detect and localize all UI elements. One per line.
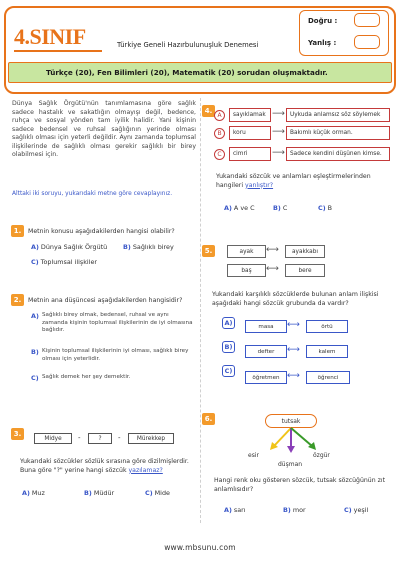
q4-row-b-meaning: Bakımlı küçük orman. <box>286 126 390 140</box>
q4-row-c-arrow: ⟶ <box>272 148 285 158</box>
q3-option-c[interactable]: C) Mide <box>145 489 170 497</box>
q5-option-b-left: defter <box>245 345 287 358</box>
q5-text: Yukarıdaki karşılıklı sözcüklerde bulunan anlam ilişkisi aşağıdaki hangi sözcük grubunda da vardır? <box>212 291 379 307</box>
q3-dash-2: - <box>118 434 121 442</box>
q4-row-a-letter: A <box>214 110 225 121</box>
q5-pair-1-left: ayak <box>227 245 266 258</box>
q2-option-c-label[interactable]: C) <box>31 374 39 382</box>
q5-pair-2-right: bere <box>285 264 325 277</box>
passage-text: Dünya Sağlık Örgütü'nün tanımlamasına göre sağlık sadece hastalık ve sakatlığın olmayışı değil, bedence, ruhça ve sosyal yönden tam iyilik halidir. Yani kişinin sadece bedensel ve ruhsal sağlığının yerinde olması sağlıklı olması için yeterli değildir. Aynı zamanda toplumsal ilişkilerinde de sağlıklı olması gerekir sağlıklı bir birey olabilmesi için. <box>12 100 196 159</box>
subtitle: Türkçe (20), Fen Bilimleri (20), Matematik (20) sorudan oluşmaktadır. <box>46 68 328 77</box>
q2-text: Metnin ana düşüncesi aşağıdakilerden hangisidir? <box>28 297 183 304</box>
q6-number-badge: 6. <box>202 413 215 425</box>
column-divider <box>200 98 201 523</box>
q6-root-word: tutsak <box>265 414 317 428</box>
q3-word-2: ? <box>88 433 112 444</box>
q4-row-b-letter: B <box>214 128 225 139</box>
q2-option-b-label[interactable]: B) <box>31 348 39 356</box>
q6-branch-left: esir <box>248 452 259 459</box>
q5-option-c-left: öğretmen <box>245 371 287 384</box>
correct-input[interactable] <box>354 13 380 27</box>
q4-text: Yukarıdaki sözcük ve anlamları eşleştirmelerinden hangileri yanlıştır? <box>216 173 371 189</box>
q5-pair-1-right: ayakkabı <box>285 245 325 258</box>
q1-text: Metnin konusu aşağıdakilerden hangisi olabilir? <box>28 228 175 235</box>
q4-row-a-meaning: Uykuda anlamsız söz söylemek <box>286 108 390 122</box>
q5-pair-2-left: baş <box>227 264 266 277</box>
q4-option-c[interactable]: C) B <box>318 204 333 212</box>
correct-label: Doğru : <box>308 17 338 25</box>
q4-row-c-meaning: Sadece kendini düşünen kimse. <box>286 147 390 161</box>
q6-branch-mid: düşman <box>278 461 303 468</box>
q3-word-3: Mürekkep <box>128 433 174 444</box>
q6-option-b[interactable]: B) mor <box>283 506 306 514</box>
wrong-input[interactable] <box>354 35 380 49</box>
exam-title: Türkiye Geneli Hazırbulunuşluk Denemesi <box>117 41 259 49</box>
q2-option-b-text: Kişinin toplumsal ilişkilerinin iyi olması, sağlıklı birey olması için yeterlidir. <box>42 348 189 362</box>
q5-option-b-arrow: ⟷ <box>287 345 300 355</box>
q5-option-a-label[interactable]: A) <box>222 317 235 329</box>
logo-underline <box>14 50 102 52</box>
q6-arrowhead-purple <box>287 446 295 453</box>
q1-option-a[interactable]: A) Dünya Sağlık Örgütü <box>31 243 108 251</box>
q2-option-a-label[interactable]: A) <box>31 312 39 320</box>
wrong-label: Yanlış : <box>308 39 337 47</box>
footer-url[interactable]: www.mbsunu.com <box>164 543 236 552</box>
q5-option-c-label[interactable]: C) <box>222 365 235 377</box>
q5-pair-1-arrow: ⟷ <box>266 245 279 255</box>
q4-row-b-arrow: ⟶ <box>272 127 285 137</box>
q6-option-a[interactable]: A) sarı <box>224 506 246 514</box>
q2-option-c-text: Sağlık demek her şey demektir. <box>42 374 131 380</box>
q3-text: Yukarıdaki sözcükler sözlük sırasına göre dizilmişlerdir. Buna göre "?" yerine hangi sözcük yazılamaz? <box>20 458 189 474</box>
q3-number-badge: 3. <box>11 428 24 440</box>
q4-option-b[interactable]: B) C <box>273 204 288 212</box>
q6-arrow-yellow <box>274 428 291 446</box>
q2-option-a-text: Sağlıklı birey olmak, bedensel, ruhsal ve aynı zamanda kişinin toplumsal ilişkilerinin de iyi olmasına bağlıdır. <box>42 312 193 334</box>
q5-option-b-label[interactable]: B) <box>222 341 235 353</box>
q3-emphasis: yazılamaz? <box>128 466 163 474</box>
q5-option-c-arrow: ⟷ <box>287 371 300 381</box>
logo: 4.SINIF <box>14 24 86 49</box>
q1-option-b[interactable]: B) Sağlıklı birey <box>123 243 174 251</box>
q4-row-b-word: koru <box>229 126 271 140</box>
q5-option-b-right: kalem <box>306 345 348 358</box>
q4-row-c-letter: C <box>214 149 225 160</box>
q6-branch-right: özgür <box>313 452 330 459</box>
q4-emphasis: yanlıştır? <box>245 181 274 189</box>
q5-option-c-right: öğrenci <box>306 371 350 384</box>
q5-option-a-right: örtü <box>306 320 348 333</box>
q2-number-badge: 2. <box>11 294 24 306</box>
q5-option-a-arrow: ⟷ <box>287 320 300 330</box>
q1-option-c[interactable]: C) Toplumsal ilişkiler <box>31 258 98 266</box>
q1-number-badge: 1. <box>11 225 24 237</box>
q6-option-c[interactable]: C) yeşil <box>344 506 369 514</box>
q4-option-a[interactable]: A) A ve C <box>224 204 255 212</box>
q4-row-a-word: sayıklamak <box>229 108 271 122</box>
q3-option-a[interactable]: A) Muz <box>22 489 45 497</box>
q5-pair-2-arrow: ⟷ <box>266 264 279 274</box>
passage-instruction: Alttaki iki soruyu, yukarıdaki metne göre cevaplayınız. <box>12 191 173 197</box>
q4-row-a-arrow: ⟶ <box>272 109 285 119</box>
q3-dash-1: - <box>78 434 81 442</box>
q3-word-1: Midye <box>34 433 72 444</box>
q6-text: Hangi renk oku gösteren sözcük, tutsak sözcüğünün zıt anlamlısıdır? <box>214 477 385 493</box>
q3-option-b[interactable]: B) Müdür <box>84 489 115 497</box>
q5-option-a-left: masa <box>245 320 287 333</box>
q4-number-badge: 4. <box>202 105 215 117</box>
q6-arrow-green <box>291 428 312 446</box>
q5-number-badge: 5. <box>202 245 215 257</box>
q4-row-c-word: cimri <box>229 147 271 161</box>
